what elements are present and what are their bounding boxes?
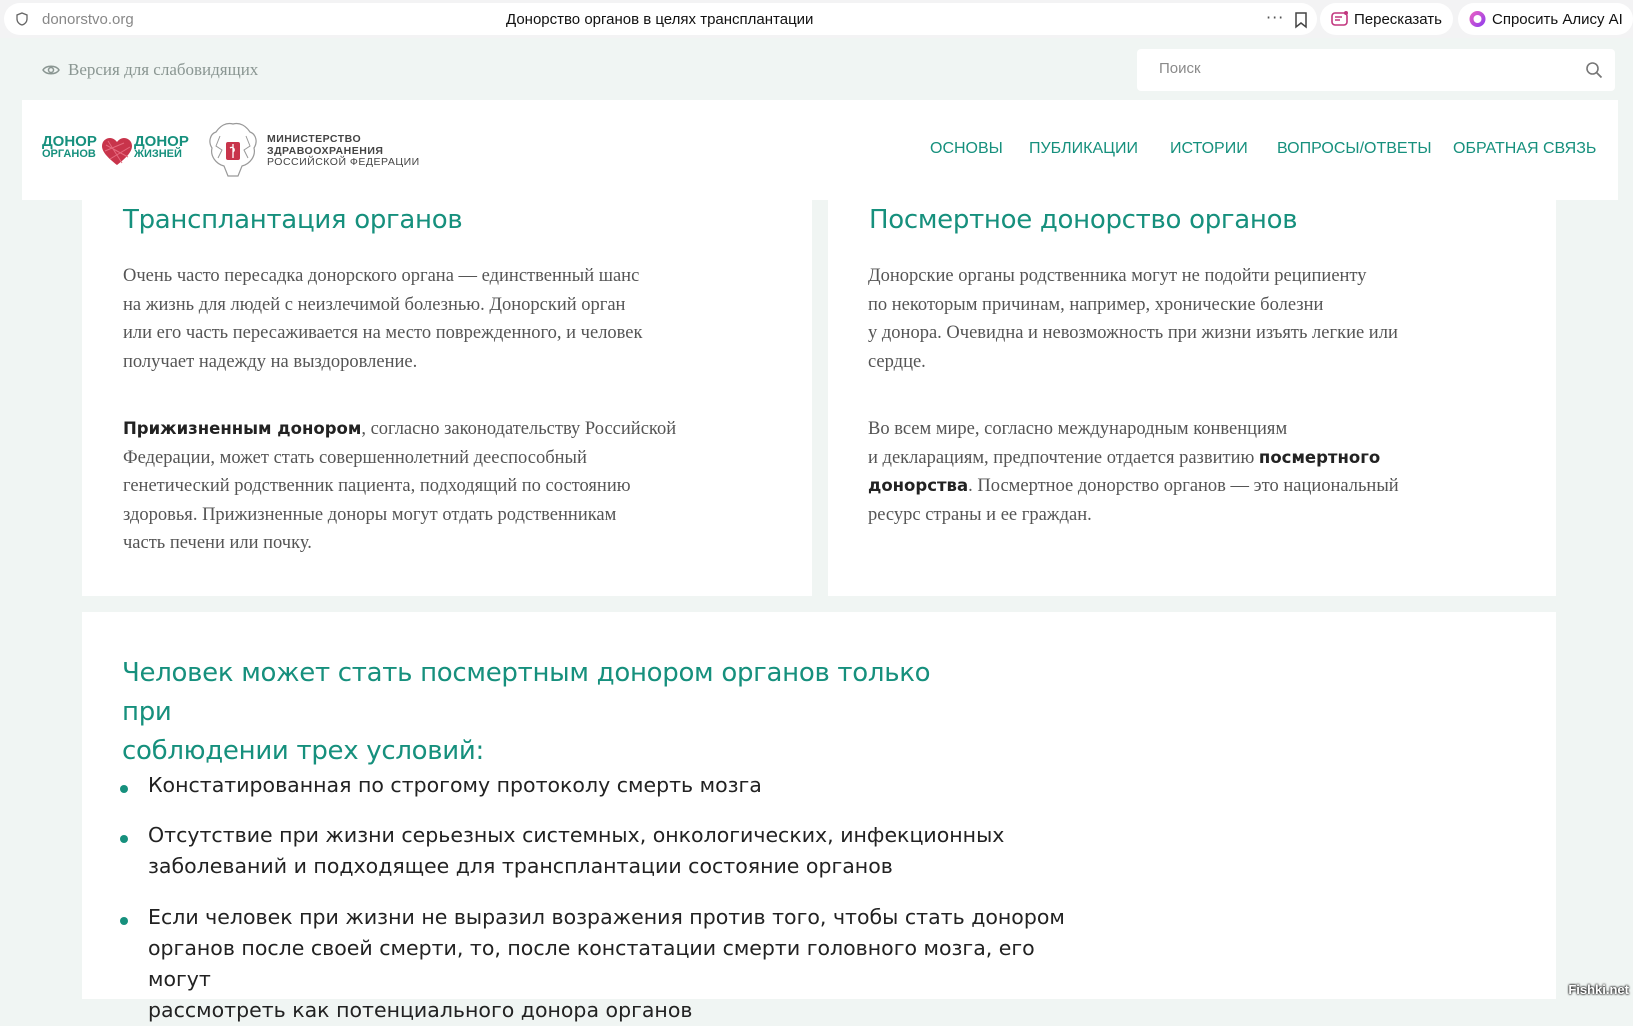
text-line: органов после своей смерти, то, после констатации смерти головного мозга, его могут	[148, 936, 1035, 991]
text-line: Отсутствие при жизни серьезных системных, онкологических, инфекционных	[148, 823, 1005, 847]
bullet-icon	[120, 835, 128, 843]
nav-item-publikacii[interactable]: ПУБЛИКАЦИИ	[1029, 140, 1138, 157]
title-line: соблюдении трех условий:	[122, 736, 484, 766]
card-title: Трансплантация органов	[123, 205, 463, 235]
text-line: на жизнь для людей с неизлечимой болезнью. Донорский орган	[123, 294, 626, 315]
text-line: получает надежду на выздоровление.	[123, 351, 418, 372]
text-line: Донорские органы родственника могут не подойти реципиенту	[868, 266, 1367, 286]
bullet-icon	[120, 917, 128, 925]
card-posthumous-donation	[828, 200, 1556, 596]
coat-of-arms-icon	[206, 120, 260, 180]
search-input[interactable]	[1159, 60, 1559, 77]
logo-donor-organov[interactable]	[42, 134, 97, 160]
bold-term: посмертного	[1258, 447, 1381, 467]
text-line: Федерации, может стать совершеннолетний дееспособный	[123, 447, 587, 468]
eye-icon	[42, 64, 60, 76]
text-fragment: и декларациям, предпочтение отдается развитию	[868, 447, 1259, 468]
url-text[interactable]: donorstvo.org	[42, 11, 134, 28]
bullet-icon	[120, 785, 128, 793]
page-title: Донорство органов в целях трансплантации	[506, 11, 814, 28]
text-line: часть печени или почку.	[123, 533, 312, 553]
nav-item-faq[interactable]: ВОПРОСЫ/ОТВЕТЫ	[1277, 140, 1432, 157]
text-line: заболеваний и подходящее для трансплантации состояние органов	[148, 854, 893, 878]
text-fragment: , согласно законодательству Российской	[361, 419, 677, 439]
retell-icon	[1330, 10, 1349, 28]
bold-term: Прижизненным донором	[123, 419, 362, 438]
watermark: Fishki.net	[1568, 982, 1629, 997]
card-transplantation	[82, 200, 812, 596]
browser-toolbar	[0, 0, 1633, 38]
list-item	[148, 902, 1068, 1026]
card-paragraph	[123, 262, 643, 376]
text-line: здоровья. Прижизненные доноры могут отдать родственникам	[123, 504, 617, 525]
more-icon[interactable]: ···	[1266, 8, 1285, 27]
text-line	[868, 444, 1399, 473]
ministry-line: ЗДРАВООХРАНЕНИЯ	[267, 144, 384, 157]
bookmark-icon[interactable]	[1294, 12, 1308, 28]
text-line: Во всем мире, согласно международным конвенциям	[868, 419, 1288, 439]
text-line	[868, 472, 1399, 501]
card-conditions	[82, 612, 1556, 1022]
logo-text-line: ДОНОР	[134, 133, 189, 150]
card-title: Посмертное донорство органов	[869, 205, 1298, 235]
nav-item-feedback[interactable]: ОБРАТНАЯ СВЯЗЬ	[1453, 140, 1597, 157]
text-line: по некоторым причинам, например, хронические болезни	[868, 294, 1324, 315]
retell-button[interactable]	[1320, 3, 1453, 35]
search-box	[1137, 49, 1615, 91]
card-paragraph	[868, 415, 1399, 529]
conditions-title	[122, 654, 982, 771]
ask-alice-label: Спросить Алису AI	[1492, 10, 1623, 28]
accessibility-label: Версия для слабовидящих	[68, 60, 259, 79]
ask-alice-button[interactable]	[1458, 3, 1633, 35]
accessibility-link[interactable]	[42, 60, 258, 80]
ministry-line: РОССИЙСКОЙ ФЕДЕРАЦИИ	[267, 156, 420, 168]
logo-text-line: ДОНОР	[42, 133, 97, 150]
list-item	[148, 820, 1068, 882]
text-fragment: . Посмертное донорство органов — это национальный	[968, 476, 1399, 496]
retell-label: Пересказать	[1354, 10, 1442, 28]
nav-item-istorii[interactable]: ИСТОРИИ	[1170, 140, 1248, 157]
text-line: Констатированная по строгому протоколу смерть мозга	[148, 773, 762, 797]
card-paragraph	[868, 262, 1398, 376]
title-line: Человек может стать посмертным донором органов только при	[122, 658, 931, 727]
text-line: рассмотреть как потенциального донора органов	[148, 998, 693, 1022]
text-line: генетический родственник пациента, подходящий по состоянию	[123, 476, 631, 496]
search-icon[interactable]	[1585, 61, 1603, 79]
text-line: у донора. Очевидна и невозможность при жизни изъять легкие или	[868, 323, 1398, 343]
text-line	[123, 415, 676, 444]
logo-donor-zhizney[interactable]	[134, 134, 189, 160]
address-bar[interactable]	[4, 3, 1317, 35]
text-line: Если человек при жизни не выразил возражения против того, чтобы стать донором	[148, 905, 1065, 929]
ministry-line: МИНИСТЕРСТВО	[267, 133, 362, 145]
text-line: сердце.	[868, 351, 926, 372]
alice-icon	[1468, 10, 1487, 28]
ministry-name[interactable]	[267, 134, 420, 169]
card-paragraph	[123, 415, 676, 558]
logo-text-line: ЖИЗНЕЙ	[134, 148, 182, 160]
text-line: или его часть пересаживается на место поврежденного, и человек	[123, 323, 643, 343]
shield-icon[interactable]	[16, 12, 28, 26]
list-item	[148, 770, 1068, 801]
site-header	[22, 100, 1618, 200]
text-line: ресурс страны и ее граждан.	[868, 504, 1092, 525]
heart-logo-icon	[100, 137, 134, 167]
top-strip	[0, 38, 1633, 100]
logo-text-line: ОРГАНОВ	[42, 148, 96, 160]
text-line: Очень часто пересадка донорского органа — единственный шанс	[123, 266, 640, 286]
bold-term: донорства	[868, 476, 969, 495]
nav-item-osnovy[interactable]: ОСНОВЫ	[930, 140, 1003, 157]
